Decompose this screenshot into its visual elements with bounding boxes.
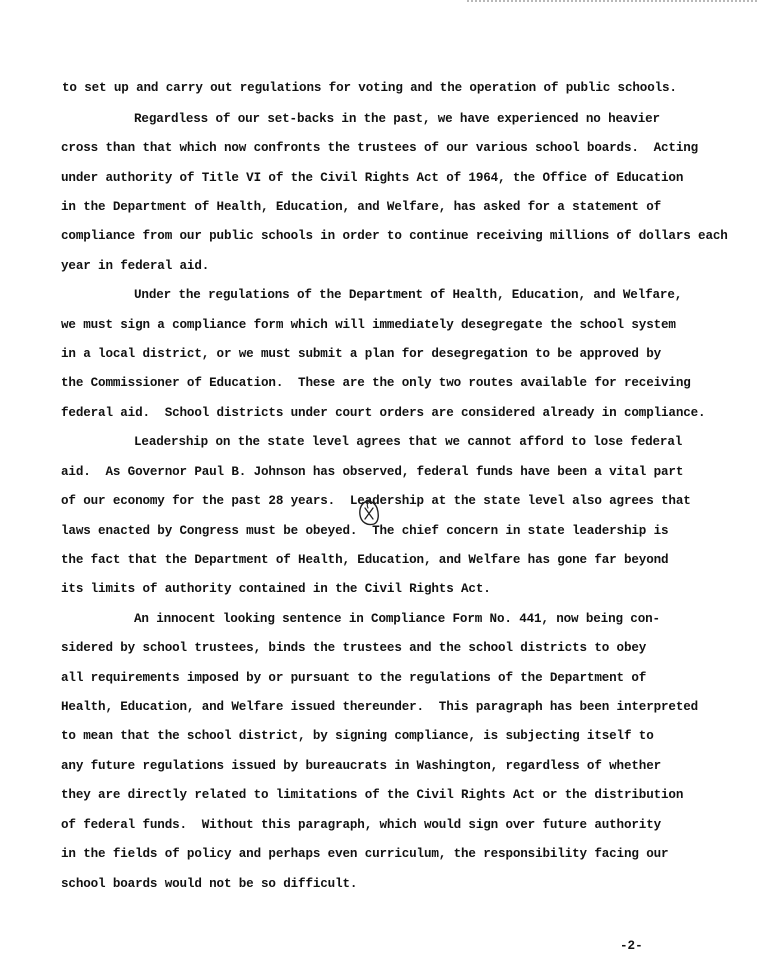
text-line: Under the regulations of the Department of Health, Education, and Welfare, bbox=[134, 288, 683, 302]
page-number: -2- bbox=[620, 939, 643, 953]
text-line: any future regulations issued by bureaucrats in Washington, regardless of whether bbox=[61, 759, 662, 773]
text-line: its limits of authority contained in the Civil Rights Act. bbox=[61, 582, 491, 596]
text-line: aid. As Governor Paul B. Johnson has observed, federal funds have been a vital part bbox=[61, 465, 684, 479]
text-line: of our economy for the past 28 years. Leadership at the state level also agrees that bbox=[61, 494, 691, 508]
text-line: federal aid. School districts under court orders are considered already in compliance. bbox=[61, 406, 706, 420]
text-line: under authority of Title VI of the Civil Rights Act of 1964, the Office of Education bbox=[61, 171, 684, 185]
text-line: they are directly related to limitations of the Civil Rights Act or the distribution bbox=[61, 788, 684, 802]
text-line: in a local district, or we must submit a plan for desegregation to be approved by bbox=[61, 347, 662, 361]
text-line: laws enacted by Congress must be obeyed. The chief concern in state leadership is bbox=[61, 524, 669, 538]
text-line: all requirements imposed by or pursuant to the regulations of the Department of bbox=[61, 671, 647, 685]
text-line: Health, Education, and Welfare issued thereunder. This paragraph has been interpreted bbox=[61, 700, 699, 714]
text-line: An innocent looking sentence in Compliance Form No. 441, now being con- bbox=[134, 612, 660, 626]
text-line: to set up and carry out regulations for voting and the operation of public schools. bbox=[62, 81, 677, 95]
text-line: the Commissioner of Education. These are the only two routes available for receiving bbox=[61, 376, 691, 390]
text-line: compliance from our public schools in order to continue receiving millions of dollars each bbox=[61, 229, 728, 243]
text-line: school boards would not be so difficult. bbox=[61, 877, 358, 891]
text-line: the fact that the Department of Health, Education, and Welfare has gone far beyond bbox=[61, 553, 669, 567]
text-line: to mean that the school district, by signing compliance, is subjecting itself to bbox=[61, 729, 654, 743]
text-line: Regardless of our set-backs in the past, we have experienced no heavier bbox=[134, 112, 660, 126]
text-line: we must sign a compliance form which will immediately desegregate the school system bbox=[61, 318, 676, 332]
text-line: of federal funds. Without this paragraph, which would sign over future authority bbox=[61, 818, 662, 832]
text-line: sidered by school trustees, binds the trustees and the school districts to obey bbox=[61, 641, 647, 655]
text-line: in the fields of policy and perhaps even curriculum, the responsibility facing our bbox=[61, 847, 669, 861]
text-line: year in federal aid. bbox=[61, 259, 210, 273]
text-line: cross than that which now confronts the trustees of our various school boards. Acting bbox=[61, 141, 699, 155]
text-line: in the Department of Health, Education, and Welfare, has asked for a statement of bbox=[61, 200, 662, 214]
text-line: Leadership on the state level agrees that we cannot afford to lose federal bbox=[134, 435, 683, 449]
